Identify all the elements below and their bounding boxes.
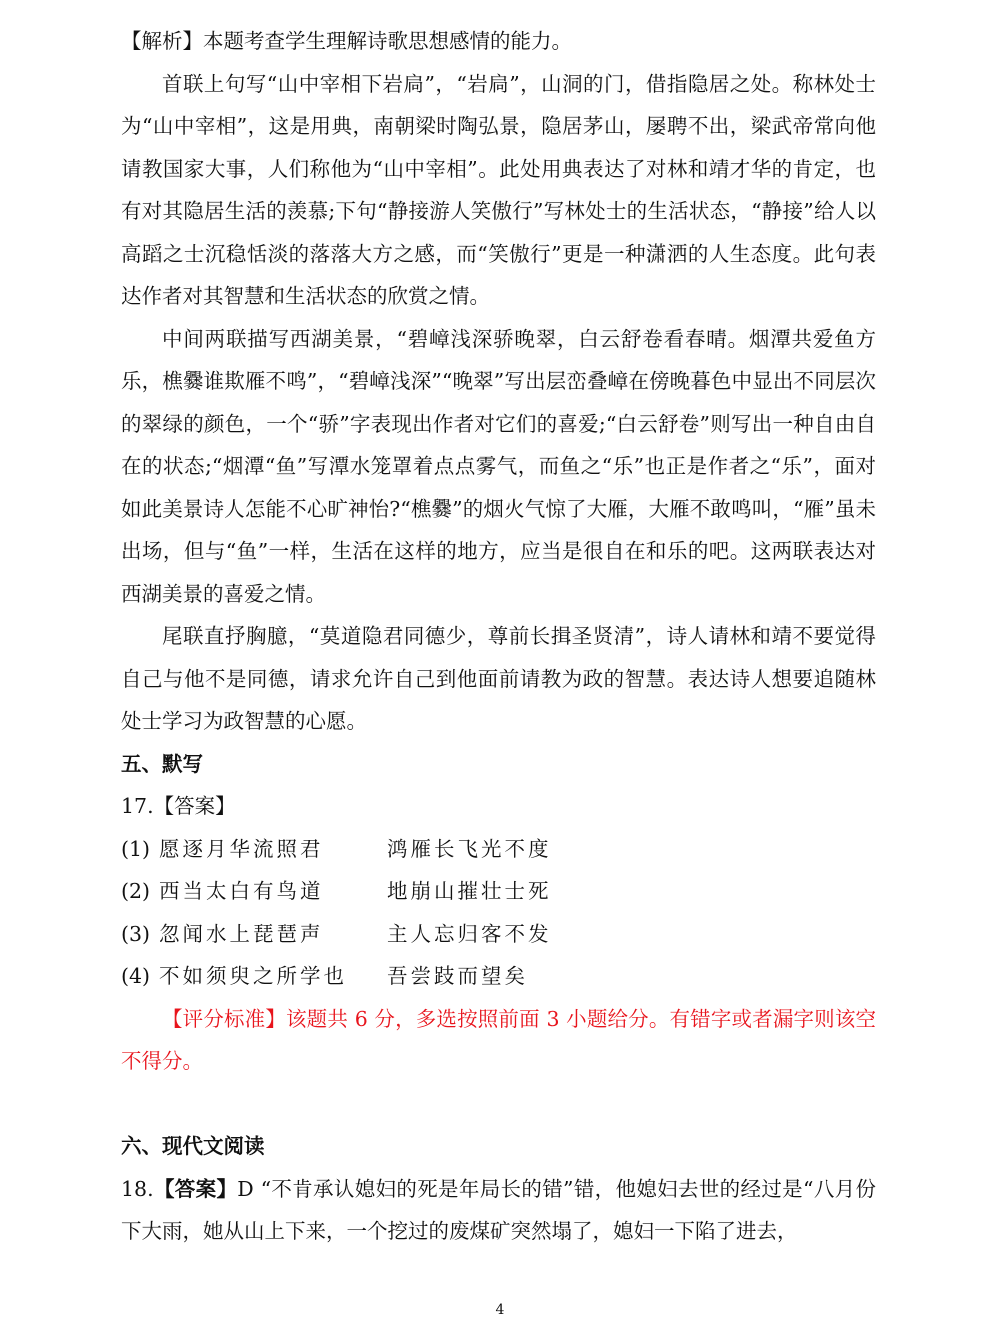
answer-row — [121, 913, 876, 956]
analysis-paragraph: 首联上句写“山中宰相下岩扃”，“岩扃”，山洞的门，借指隐居之处。称林处士为“山中宰相”，这是用典，南朝梁时陶弘景，隐居茅山，屡聘不出，梁武帝常向他请教国家大事，人们称他为“山中宰相”。此处用典表达了对林和靖才华的肯定，也有对其隐居生活的羡慕;下句“静接游人笑傲行”写林处士的生活状态，“静接”给人以高蹈之士沉稳恬淡的落落大方之感，而“笑傲行”更是一种潇洒的人生态度。此句表达作者对其智慧和生活状态的欣赏之情。 — [121, 71, 876, 308]
answer-number: (2) — [121, 879, 151, 903]
analysis-intro-text: 本题考查学生理解诗歌思想感情的能力。 — [203, 29, 572, 53]
analysis-intro — [121, 20, 876, 63]
scoring-text: 该题共 6 分，多选按照前面 3 小题给分。有错字或者漏字则该空不得分。 — [121, 1006, 877, 1073]
answer-number: (3) — [121, 921, 151, 946]
answer-row — [121, 828, 876, 871]
answer-line-a: 愿逐月华流照君 — [159, 836, 324, 861]
answer-line-b: 鸿雁长飞光不度 — [387, 836, 552, 861]
analysis-paragraph: 中间两联描写西湖美景，“碧嶂浅深骄晚翠，白云舒卷看春晴。烟潭共爱鱼方乐，樵爨谁欺雁不鸣”，“碧嶂浅深”“晚翠”写出层峦叠嶂在傍晚暮色中显出不同层次的翠绿的颜色，一个“骄”字表现出作者对它们的喜爱;“白云舒卷”则写出一种自由自在的状态;“烟潭“鱼”写潭水笼罩着点点雾气，而鱼之“乐”也正是作者之“乐”，面对如此美景诗人怎能不心旷神怡?“樵爨”的烟火气惊了大雁，大雁不敢鸣叫，“雁”虽未出场，但与“鱼”一样，生活在这样的地方，应当是很自在和乐的吧。这两联表达对西湖美景的喜爱之情。 — [121, 326, 876, 606]
section-spacer — [121, 1083, 876, 1126]
answer-line-b: 地崩山摧壮士死 — [387, 879, 552, 903]
section-heading-dictation: 五、默写 — [121, 751, 203, 776]
analysis-paragraph: 尾联直抒胸臆，“莫道隐君同德少，尊前长揖圣贤清”，诗人请林和靖不要觉得自己与他不是同德，请求允许自己到他面前请教为政的智慧。表达诗人想要追随林处士学习为政智慧的心愿。 — [121, 624, 876, 733]
answer-row — [121, 955, 876, 998]
answer-label: 【答案】 — [153, 1176, 238, 1201]
answer-line-a: 西当太白有鸟道 — [159, 879, 324, 903]
answer-row — [121, 870, 876, 913]
answer-line-a: 不如须臾之所学也 — [159, 964, 347, 988]
question-18-number: 18. — [121, 1176, 154, 1201]
analysis-label: 【解析】 — [121, 29, 203, 53]
scoring-standard — [121, 998, 876, 1083]
answer-number: (1) — [121, 836, 151, 861]
question-17-label: 17.【答案】 — [121, 794, 236, 818]
scoring-label: 【评分标准】 — [162, 1006, 287, 1031]
answer-text: D “不肯承认媳妇的死是年局长的错”错，他媳妇去世的经过是“八月份下大雨，她从山上下来，一个挖过的废煤矿突然塌了，媳妇一下陷了进去， — [121, 1176, 876, 1243]
answer-line-b: 吾尝跂而望矣 — [387, 964, 528, 988]
section-heading-modern-reading: 六、现代文阅读 — [121, 1134, 265, 1158]
page-content — [121, 20, 876, 1253]
answer-line-a: 忽闻水上琵琶声 — [159, 921, 324, 946]
answer-line-b: 主人忘归客不发 — [387, 921, 552, 946]
question-18-answer — [121, 1168, 876, 1253]
page-number: 4 — [495, 1302, 505, 1318]
answer-number: (4) — [121, 964, 151, 988]
